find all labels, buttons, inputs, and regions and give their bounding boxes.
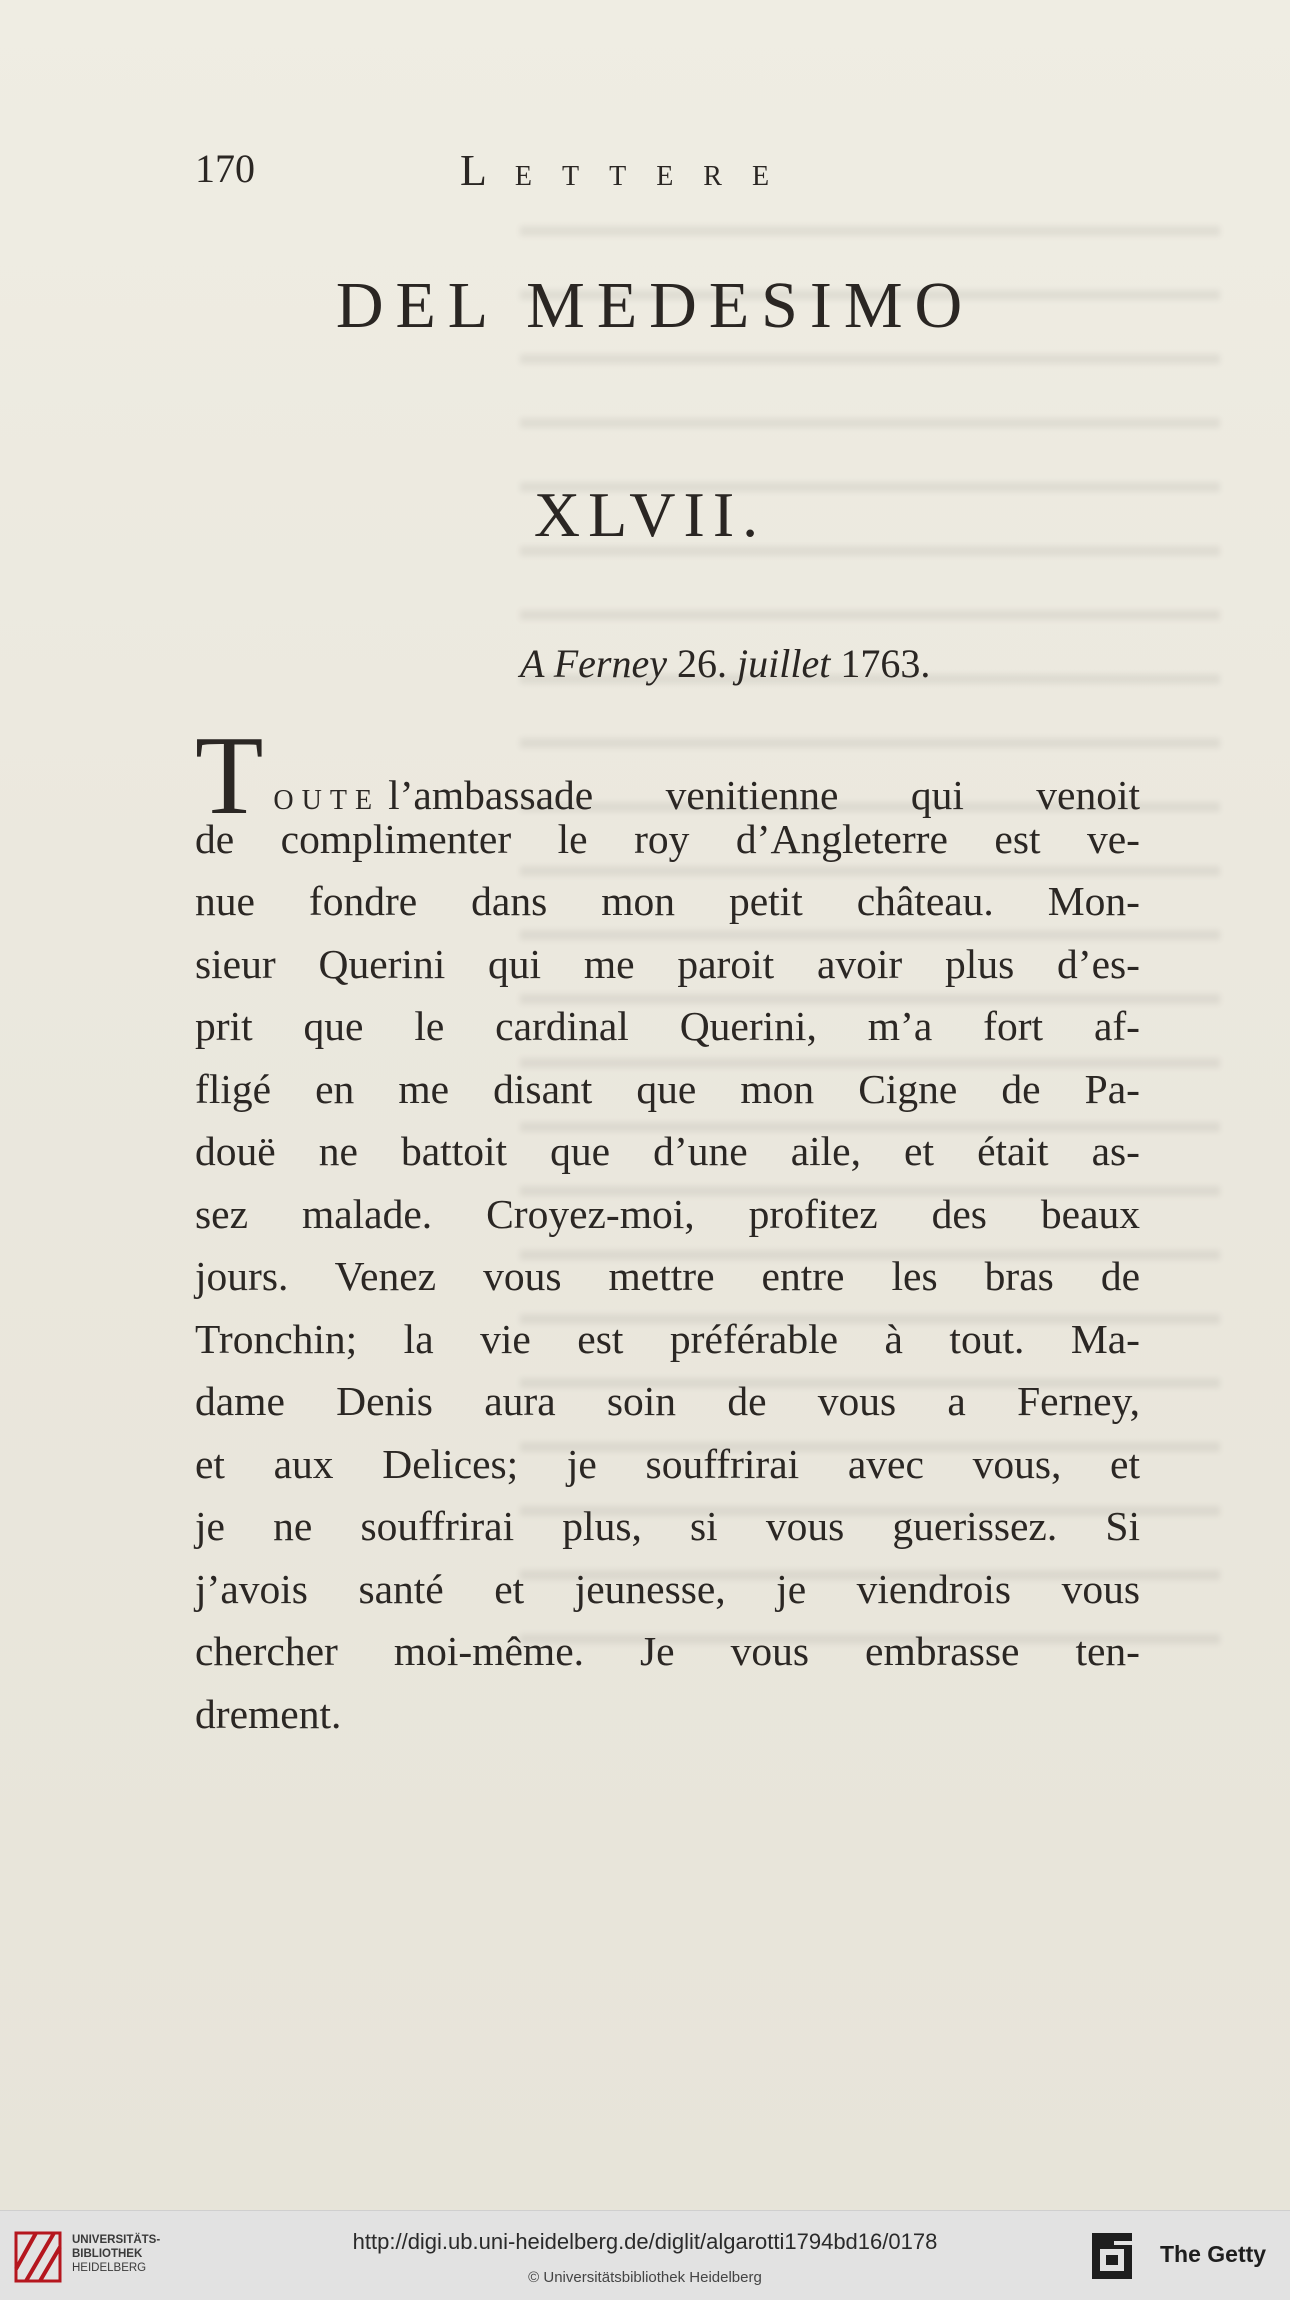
letter-body xyxy=(195,714,1140,1745)
letter-number: XLVII. xyxy=(533,479,767,550)
running-title xyxy=(460,145,799,196)
letter-line: j’avois santé et jeunesse, je viendrois vous xyxy=(195,1565,1140,1612)
opening-smallcaps: OUTE xyxy=(273,785,381,816)
letter-line: chercher moi-même. Je vous embrasse ten- xyxy=(195,1628,1140,1674)
letter-line: drement. xyxy=(195,1690,342,1737)
letter-line: nue fondre dans mon petit château. Mon- xyxy=(195,878,1140,924)
letter-line: dame Denis aura soin de vous a Ferney, xyxy=(195,1378,1140,1424)
copyright-notice: © Universitätsbibliothek Heidelberg xyxy=(528,2269,762,2286)
permalink-url[interactable]: http://digi.ub.uni-heidelberg.de/diglit/algarotti1794bd16/0178 xyxy=(352,2229,938,2254)
letter-line: prit que le cardinal Querini, m’a fort af- xyxy=(195,1003,1140,1049)
letter-line: Tronchin; la vie est préférable à tout. Ma- xyxy=(195,1315,1140,1362)
dateline-day: 26. xyxy=(676,641,727,686)
letter-line: sieur Querini qui me paroit avoir plus d’es- xyxy=(195,940,1140,987)
letter-line: jours. Venez vous mettre entre les bras de xyxy=(195,1253,1140,1299)
page-number: 170 xyxy=(195,146,255,191)
library-name-line-3: HEIDELBERG xyxy=(72,2262,147,2274)
section-heading: DEL MEDESIMO xyxy=(335,269,975,342)
letter-line-text: l’ambassade venitienne qui venoit xyxy=(388,772,1140,818)
dateline-place: A Ferney xyxy=(520,641,667,686)
running-title-rest: ETTERE xyxy=(514,161,800,192)
letter-line: de complimenter le roy d’Angleterre est ve- xyxy=(195,815,1140,862)
partner-name[interactable]: The Getty xyxy=(1160,2241,1267,2267)
letter-line: je ne souffrirai plus, si vous guerissez. Si xyxy=(195,1503,1140,1549)
viewer-footer xyxy=(0,2210,1290,2300)
letter-line: et aux Delices; je souffrirai avec vous, et xyxy=(195,1440,1140,1487)
dateline xyxy=(520,640,930,687)
library-name-line-2: BIBLIOTHEK xyxy=(72,2248,143,2260)
library-name-line-1: UNIVERSITÄTS- xyxy=(72,2234,161,2246)
dateline-month: juillet xyxy=(736,641,831,686)
getty-logo-icon[interactable] xyxy=(1086,2225,1138,2287)
running-head xyxy=(195,145,895,200)
running-title-initial: L xyxy=(460,146,515,195)
drop-cap: T xyxy=(195,714,264,838)
letter-line: douë ne battoit que d’une aile, et était as- xyxy=(195,1128,1140,1174)
dateline-year: 1763. xyxy=(840,641,931,686)
letter-line xyxy=(195,714,1140,838)
letter-line: sez malade. Croyez-moi, profitez des beaux xyxy=(195,1190,1140,1237)
letter-line: fligé en me disant que mon Cigne de Pa- xyxy=(195,1065,1140,1112)
